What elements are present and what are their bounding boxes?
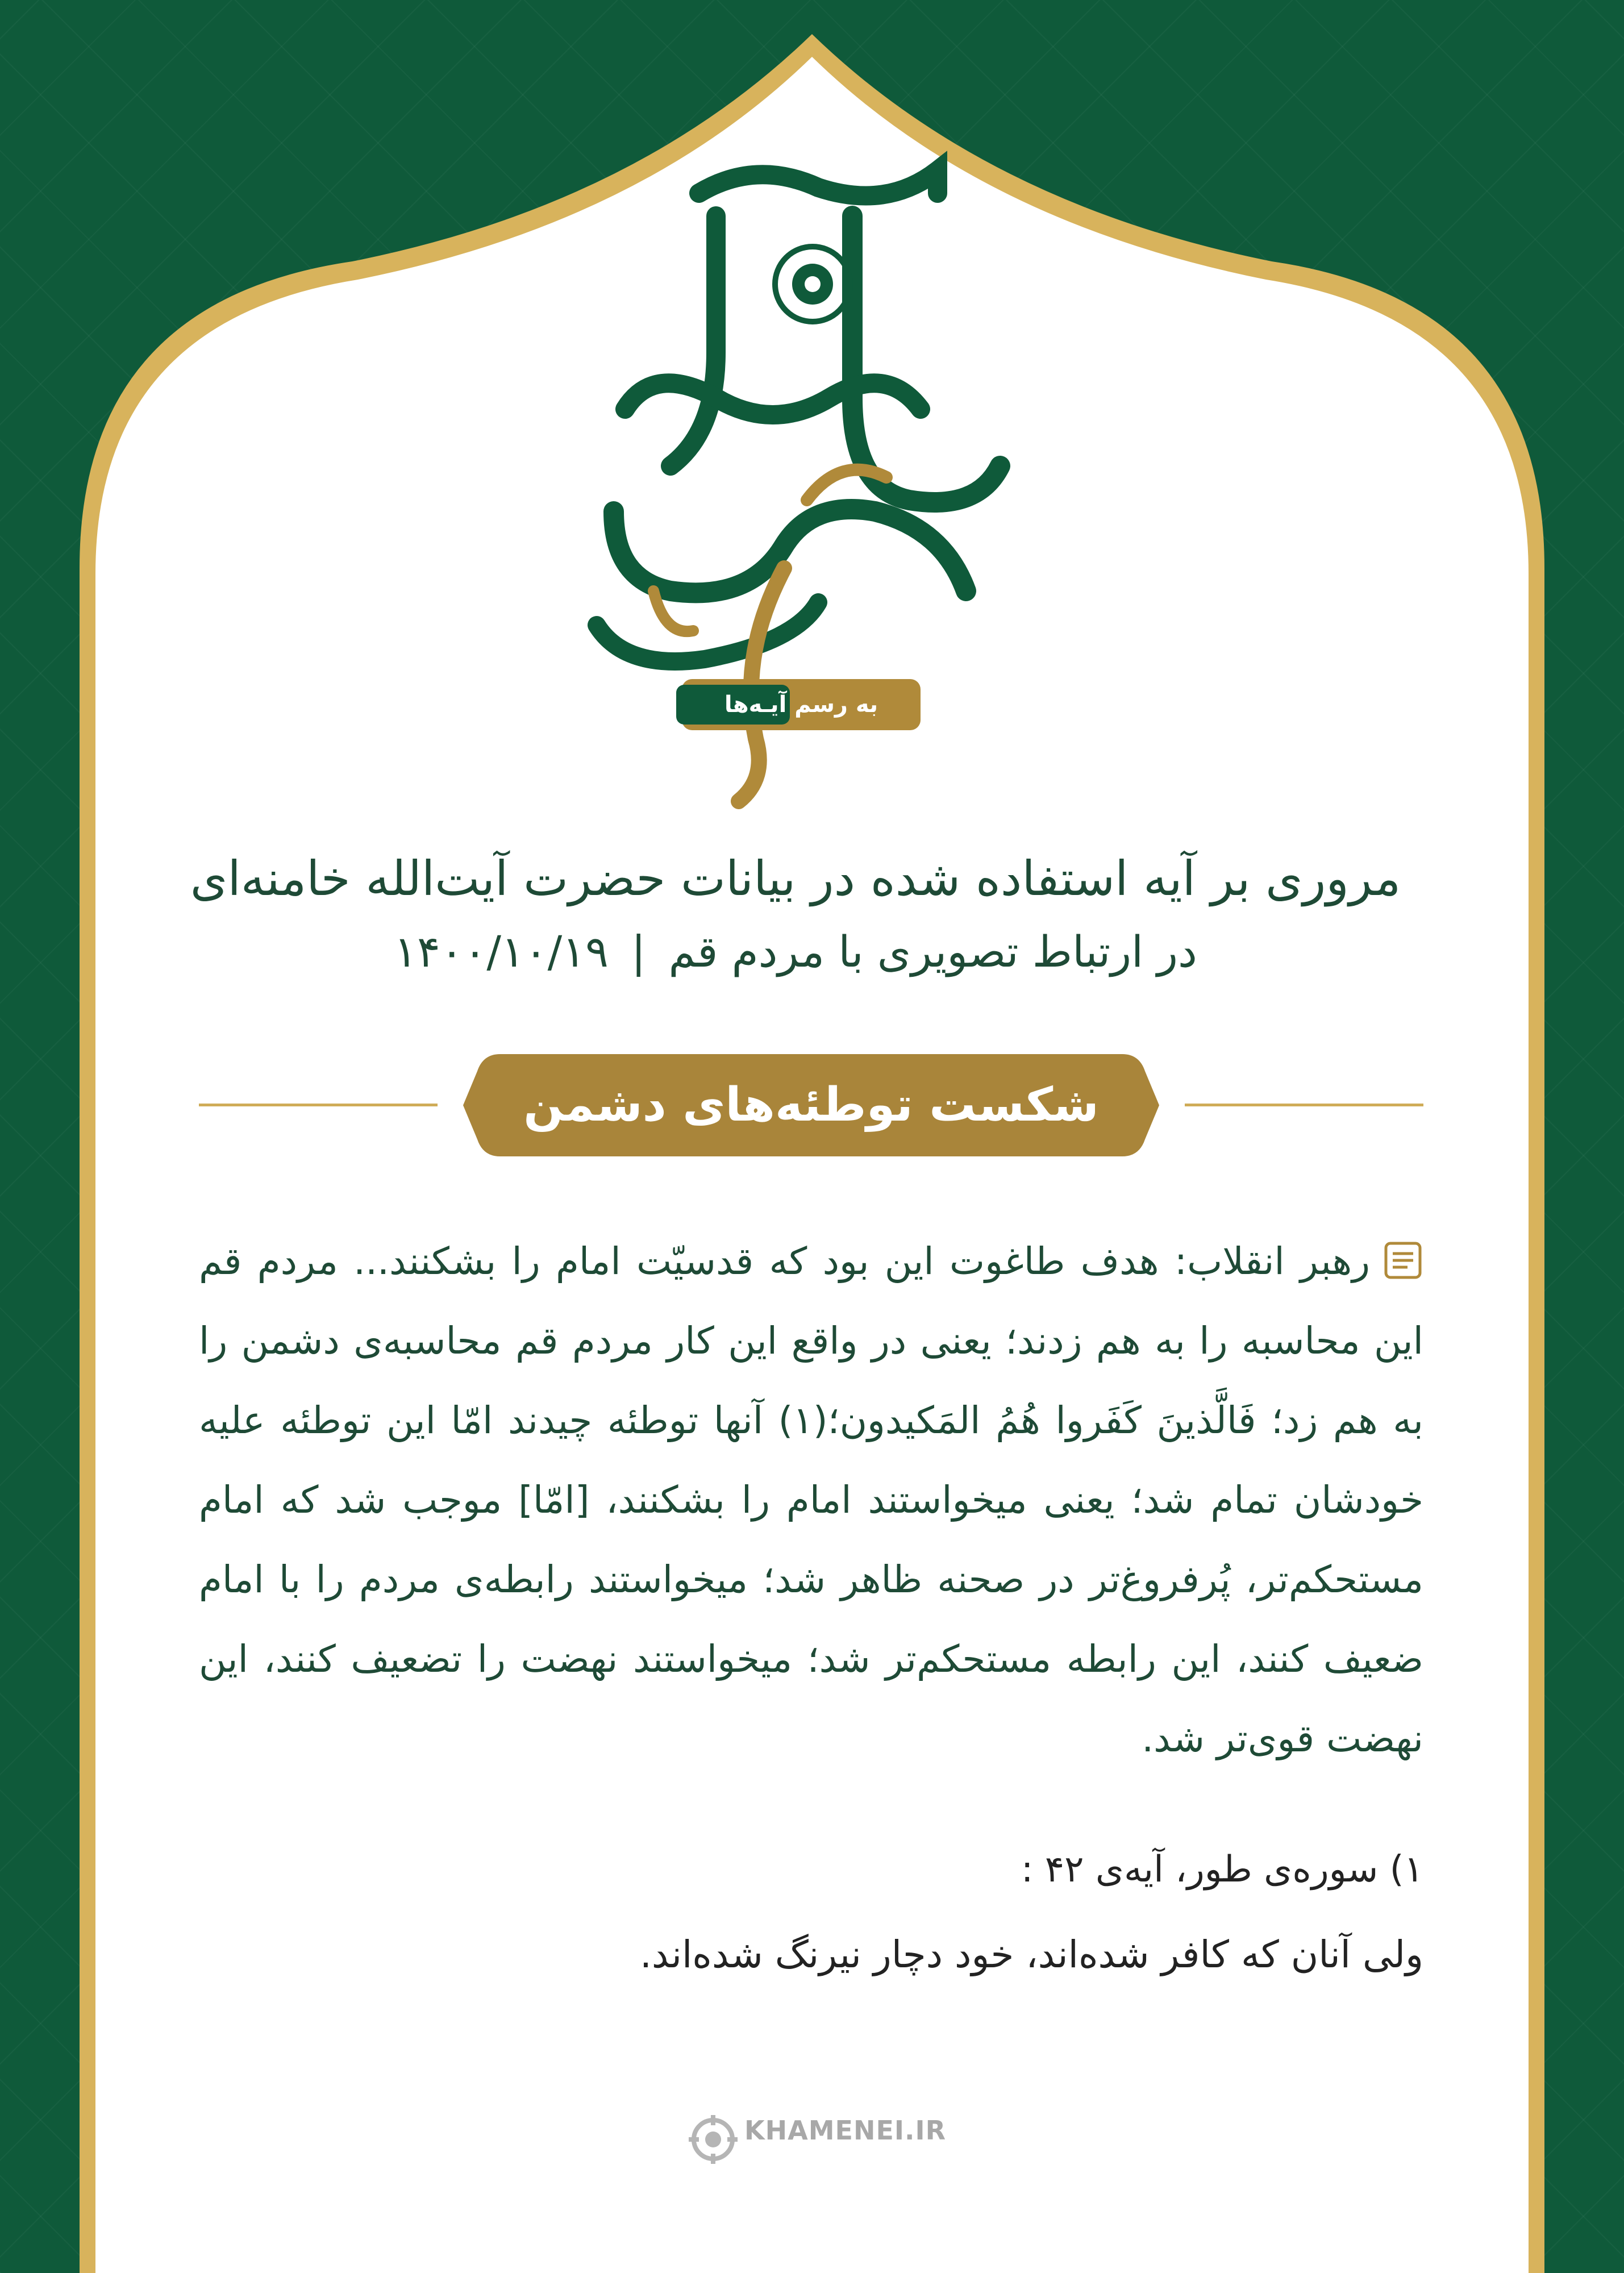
footer-brand: KHAMENEI.IR bbox=[744, 2115, 946, 2146]
page-subtitle bbox=[170, 926, 1421, 977]
event-label: در ارتباط تصویری با مردم قم bbox=[668, 926, 1197, 977]
logo-badge-text: به رسم آیـه‌ها bbox=[724, 692, 878, 718]
footnote-translation: ولی آنان که کافر شده‌اند، خود دچار نیرنگ شده‌اند. bbox=[639, 1933, 1423, 1976]
subtitle-separator: | bbox=[631, 926, 646, 977]
event-date: ۱۴۰۰/۱۰/۱۹ bbox=[394, 926, 609, 977]
banner-rule-right bbox=[1185, 1104, 1423, 1106]
banner-rule-left bbox=[199, 1104, 438, 1106]
quote-body bbox=[199, 1222, 1423, 1779]
footnote-reference: ۱) سوره‌ی طور، آیه‌ی ۴۲ : bbox=[1021, 1849, 1423, 1891]
page-title: مروری بر آیه استفاده شده در بیانات حضرت آیت‌الله خامنه‌ای bbox=[190, 851, 1401, 906]
quote-text: رهبر انقلاب: هدف طاغوت این بود که قدسیّت امام را بشکنند... مردم قم این محاسبه را به هم زدند؛ یعنی در واقع این کار مردم قم محاسبه‌ی دشمن را به هم زد؛ فَالَّذینَ کَفَروا هُمُ المَکیدون؛(۱) آنها توطئه چیدند امّا این توطئه علیه خودشان تمام شد؛ یعنی میخواستند امام را بشکنند، [امّا] موجب شد که امام مستحکم‌تر، پُرفروغ‌تر در صحنه ظاهر شد؛ میخواستند رابطه‌ی مردم را با امام ضعیف کنند، این رابطه مستحکم‌تر شد؛ میخواستند نهضت را تضعیف کنند، این نهضت قوی‌تر شد. bbox=[199, 1239, 1423, 1760]
document-icon bbox=[1383, 1240, 1423, 1281]
banner-title: شکست توطئه‌های دشمن bbox=[523, 1078, 1099, 1132]
